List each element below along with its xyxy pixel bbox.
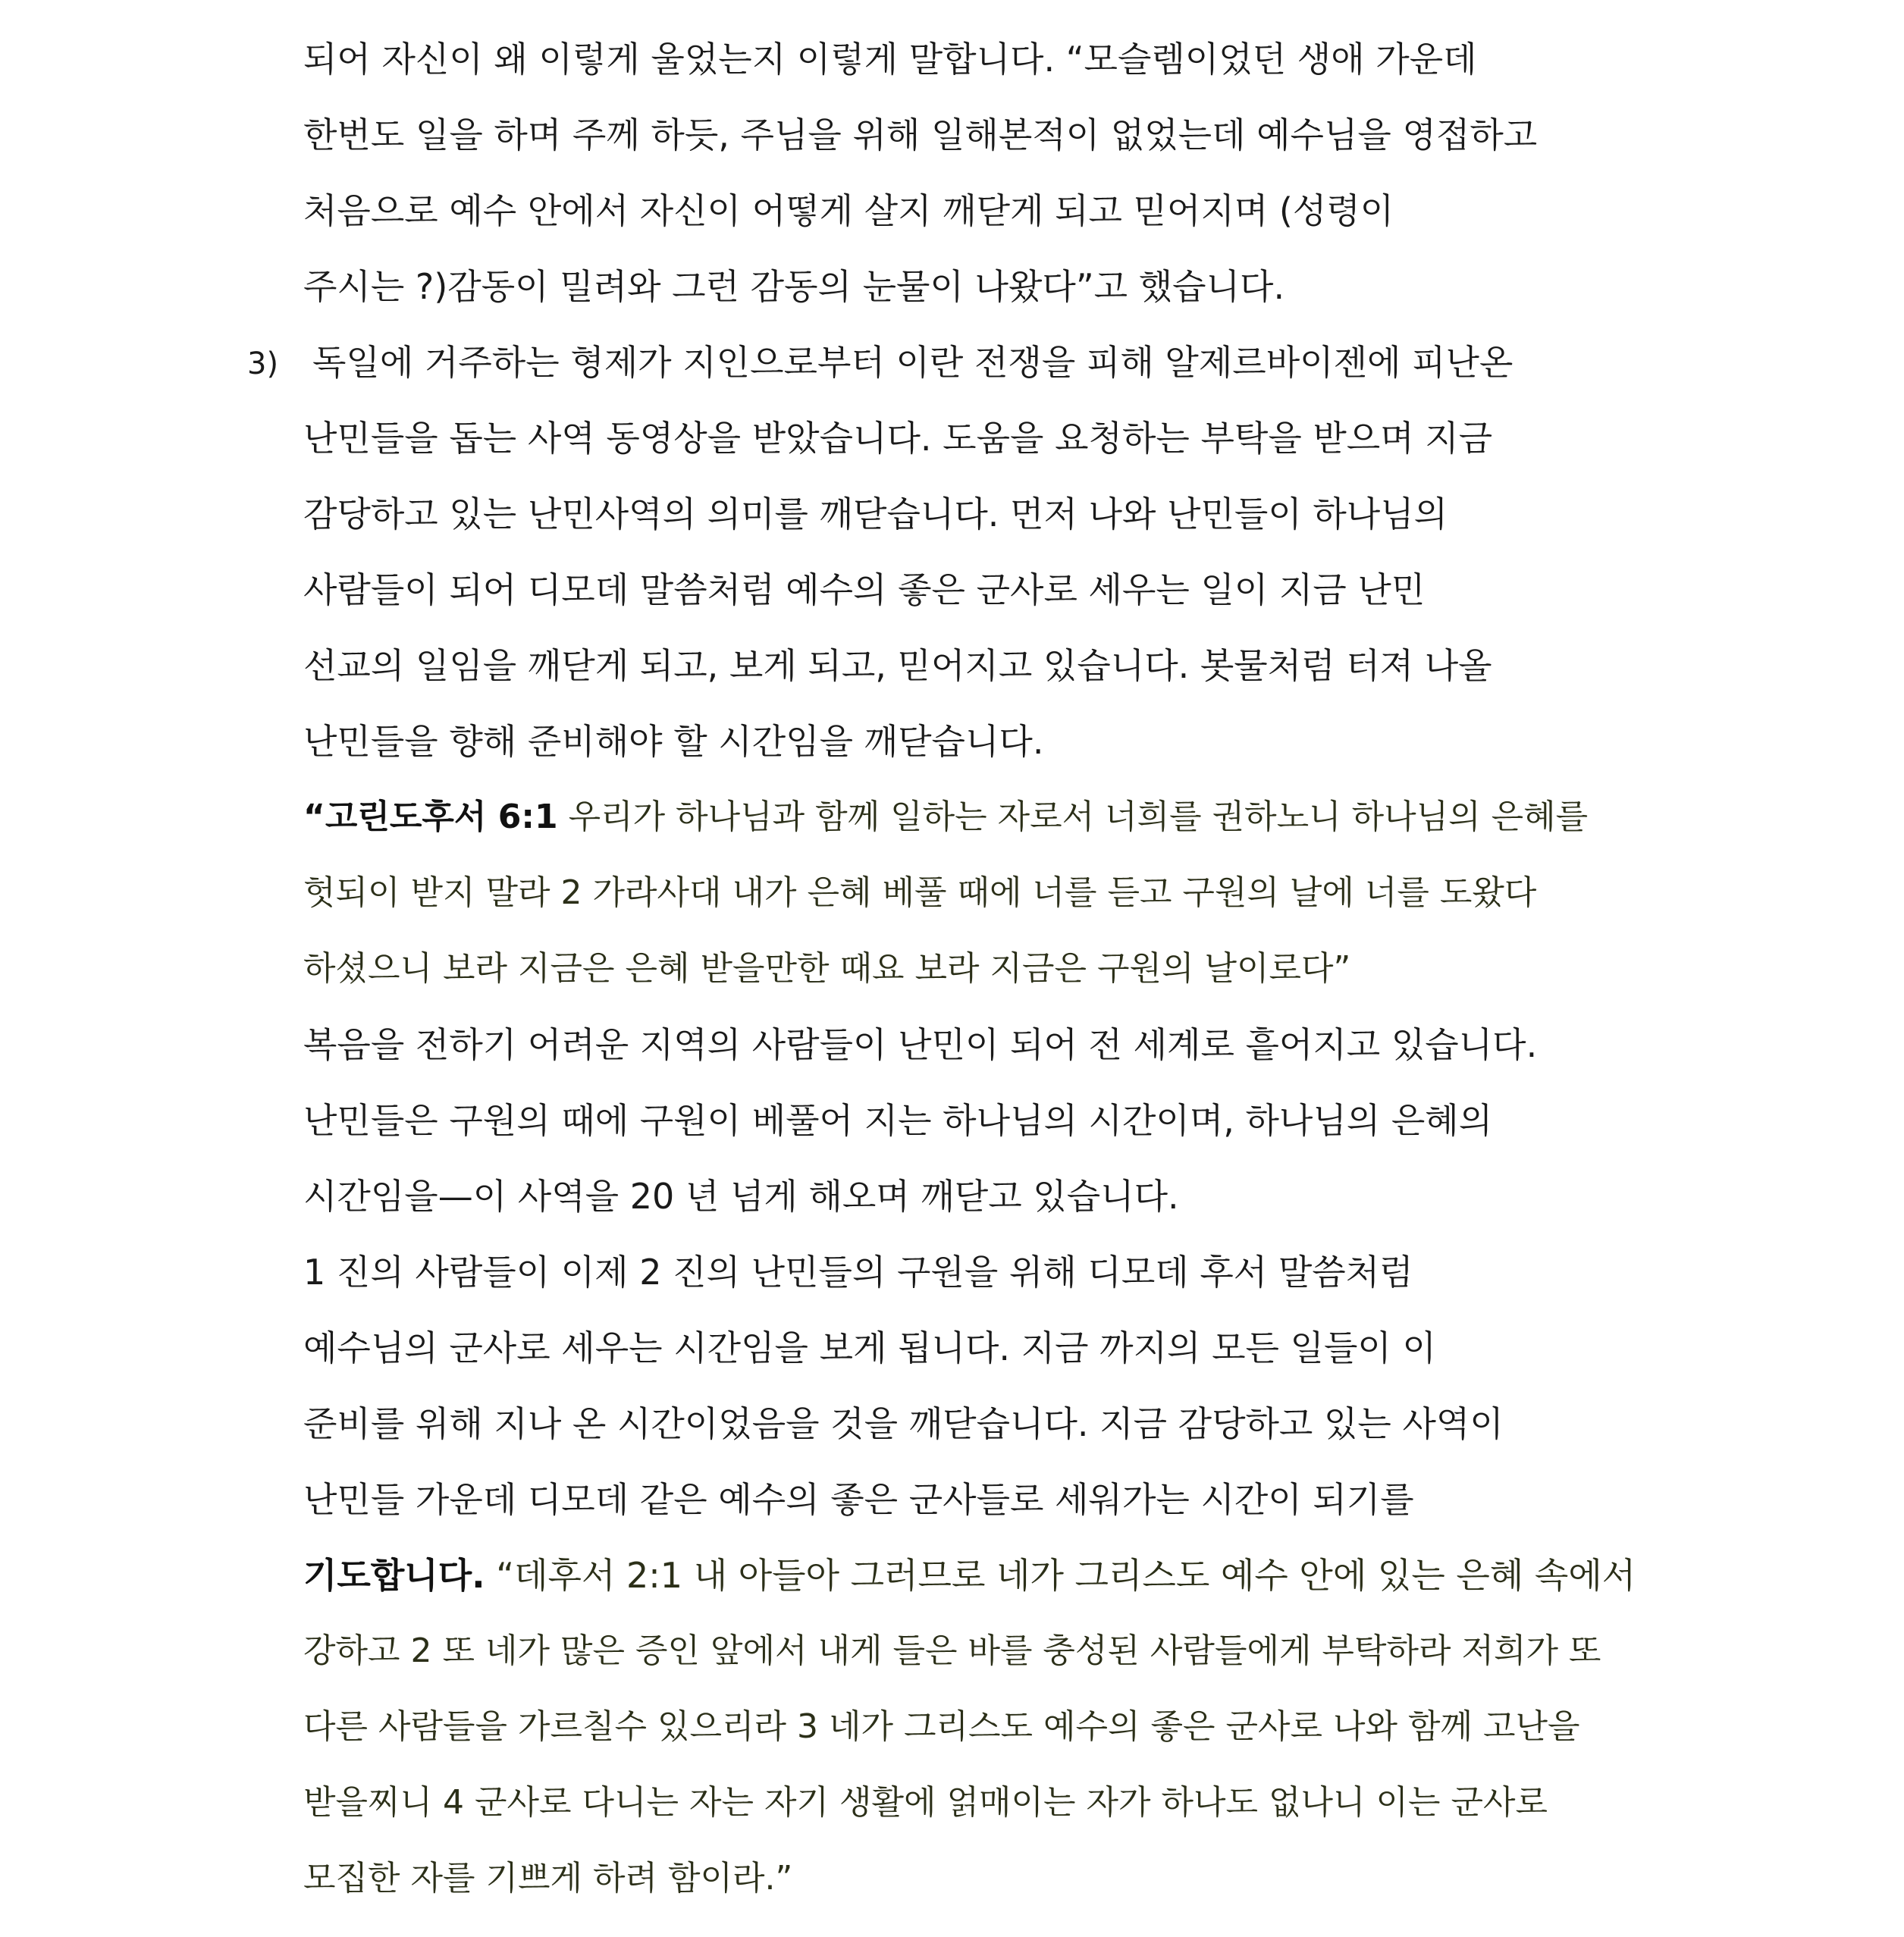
text-line-3: 처음으로 예수 안에서 자신이 어떻게 살지 깨닫게 되고 믿어지며 (성령이	[303, 190, 1394, 231]
text-line-21	[303, 1553, 1636, 1598]
scripture-text: “데후서 2:1 내 아들아 그러므로 네가 그리스도 예수 안에 있는 은혜 속에서	[485, 1555, 1636, 1596]
text-line-9: 선교의 일임을 깨닫게 되고, 보게 되고, 믿어지고 있습니다. 봇물처럼 터져 나올	[303, 645, 1492, 686]
text-line-2: 한번도 일을 하며 주께 하듯, 주님을 위해 일해본적이 없었는데 예수님을 영접하고	[303, 114, 1538, 155]
text-line-16: 시간임을—이 사역을 20 년 넘게 해오며 깨닫고 있습니다.	[303, 1176, 1179, 1217]
list-number: 3)	[247, 346, 279, 381]
text-line-19: 준비를 위해 지나 온 시간이었음을 것을 깨닫습니다. 지금 감당하고 있는 사역이	[303, 1403, 1504, 1444]
scripture-line-1	[303, 795, 1588, 840]
scripture-reference: “고린도후서 6:1	[303, 798, 558, 836]
text-line-10: 난민들을 향해 준비해야 할 시간임을 깨닫습니다.	[303, 721, 1044, 762]
scripture-text: 우리가 하나님과 함께 일하는 자로서 너희를 권하노니 하나님의 은혜를	[557, 798, 1589, 836]
scripture-line-6: 받을찌니 4 군사로 다니는 자는 자기 생활에 얽매이는 자가 하나도 없나니 이는 군사로	[303, 1783, 1548, 1822]
text-line-14: 복음을 전하기 어려운 지역의 사람들이 난민이 되어 전 세계로 흩어지고 있습니다.	[303, 1024, 1538, 1065]
scripture-line-7: 모집한 자를 기쁘게 하려 함이라.”	[303, 1859, 793, 1898]
scripture-line-4: 강하고 2 또 네가 많은 증인 앞에서 내게 들은 바를 충성된 사람들에게 부탁하라 저희가 또	[303, 1631, 1601, 1670]
prayer-word: 기도합니다.	[303, 1555, 485, 1596]
text-line-4: 주시는 ?)감동이 밀려와 그런 감동의 눈물이 나왔다”고 했습니다.	[303, 266, 1285, 307]
text-line-17: 1 진의 사람들이 이제 2 진의 난민들의 구원을 위해 디모데 후서 말씀처럼	[303, 1252, 1413, 1293]
text-line-15: 난민들은 구원의 때에 구원이 베풀어 지는 하나님의 시간이며, 하나님의 은혜의	[303, 1100, 1493, 1141]
text-line-20: 난민들 가운데 디모데 같은 예수의 좋은 군사들로 세워가는 시간이 되기를	[303, 1479, 1414, 1520]
scripture-line-2: 헛되이 받지 말라 2 가라사대 내가 은혜 베풀 때에 너를 듣고 구원의 날에 너를 도왔다	[303, 873, 1537, 912]
scripture-line-3: 하셨으니 보라 지금은 은혜 받을만한 때요 보라 지금은 구원의 날이로다”	[303, 949, 1351, 988]
text-line-18: 예수님의 군사로 세우는 시간임을 보게 됩니다. 지금 까지의 모든 일들이 이	[303, 1327, 1436, 1368]
scripture-line-5: 다른 사람들을 가르칠수 있으리라 3 네가 그리스도 예수의 좋은 군사로 나와 함께 고난을	[303, 1707, 1580, 1746]
text-line-7: 감당하고 있는 난민사역의 의미를 깨닫습니다. 먼저 나와 난민들이 하나님의	[303, 494, 1448, 534]
text-line-6: 난민들을 돕는 사역 동영상을 받았습니다. 도움을 요청하는 부탁을 받으며 지금	[303, 418, 1493, 459]
text-line-1: 되어 자신이 왜 이렇게 울었는지 이렇게 말합니다. “모슬렘이었던 생애 가운데	[303, 39, 1477, 80]
text-line-5: 독일에 거주하는 형제가 지인으로부터 이란 전쟁을 피해 알제르바이젠에 피난온	[312, 342, 1513, 383]
text-line-8: 사람들이 되어 디모데 말씀처럼 예수의 좋은 군사로 세우는 일이 지금 난민	[303, 569, 1426, 610]
